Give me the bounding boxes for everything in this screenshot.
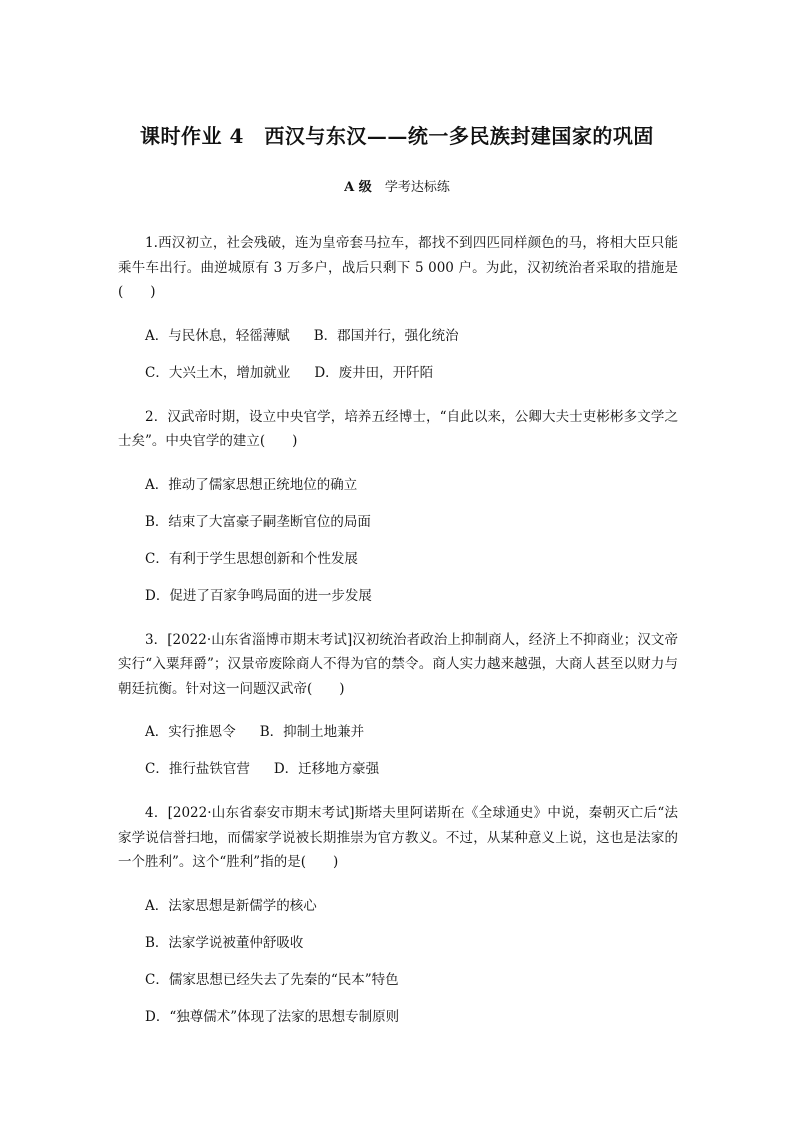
option-d[interactable]: D．“独尊儒术”体现了法家的思想专制原则	[145, 1008, 400, 1025]
question-stem: 2．汉武帝时期，设立中央官学，培养五经博士，“自此以来，公卿大夫士吏彬彬多文学之士矣”。中央官学的建立( )	[118, 408, 678, 449]
question-2	[118, 405, 678, 615]
option-a[interactable]: A．法家思想是新儒学的核心	[145, 897, 317, 914]
option-row	[118, 751, 678, 788]
option-b[interactable]: B．结束了大富豪子嗣垄断官位的局面	[145, 513, 371, 530]
option-a[interactable]: A．实行推恩令	[145, 724, 236, 740]
question-3	[118, 628, 678, 789]
option-row	[118, 318, 678, 355]
option-d[interactable]: D．迁移地方豪强	[273, 761, 380, 777]
question-stem: 4．[2022·山东省泰安市期末考试]斯塔夫里阿诺斯在《全球通史》中说，秦朝灭亡后“法家学说信誉扫地，而儒家学说被长期推崇为官方教义。不过，从某种意义上说，这也是法家的一个胜利”。这个“胜利”指的是( )	[118, 805, 678, 870]
question-1	[118, 231, 678, 392]
option-a[interactable]: A．与民休息，轻徭薄赋	[145, 327, 290, 344]
option-a[interactable]: A．推动了儒家思想正统地位的确立	[145, 476, 358, 493]
option-c[interactable]: C．大兴土木，增加就业	[145, 364, 291, 381]
option-d[interactable]: D．废井田，开阡陌	[314, 364, 434, 381]
question-4	[118, 801, 678, 1036]
option-c[interactable]: C．推行盐铁官营	[145, 761, 250, 777]
section-subtitle	[0, 176, 794, 195]
option-c[interactable]: C．有利于学生思想创新和个性发展	[145, 550, 358, 567]
page-title: 课时作业 4 西汉与东汉——统一多民族封建国家的巩固	[140, 124, 654, 148]
option-c[interactable]: C．儒家思想已经失去了先秦的“民本”特色	[145, 971, 399, 988]
option-b[interactable]: B．抑制土地兼并	[259, 724, 365, 740]
option-b[interactable]: B．郡国并行，强化统治	[313, 327, 459, 344]
question-list	[118, 231, 678, 1036]
question-stem: 3．[2022·山东省淄博市期末考试]汉初统治者政治上抑制商人，经济上不抑商业；汉文帝实行“入粟拜爵”；汉景帝废除商人不得为官的禁令。商人实力越来越强，大商人甚至以财力与朝廷抗衡。针对这一问题汉武帝( )	[118, 631, 678, 697]
level-name: 学考达标练	[384, 180, 450, 195]
level-label: A 级	[344, 180, 372, 195]
option-b[interactable]: B．法家学说被董仲舒吸收	[145, 934, 304, 951]
option-d[interactable]: D．促进了百家争鸣局面的进一步发展	[145, 587, 372, 604]
option-row	[118, 355, 678, 392]
question-stem: 1.西汉初立，社会残破，连为皇帝套马拉车，都找不到四匹同样颜色的马，将相大臣只能乘牛车出行。曲逆城原有 3 万多户，战后只剩下 5 000 户。为此，汉初统治者采取的措施是( )	[118, 235, 678, 300]
option-row	[118, 714, 678, 751]
